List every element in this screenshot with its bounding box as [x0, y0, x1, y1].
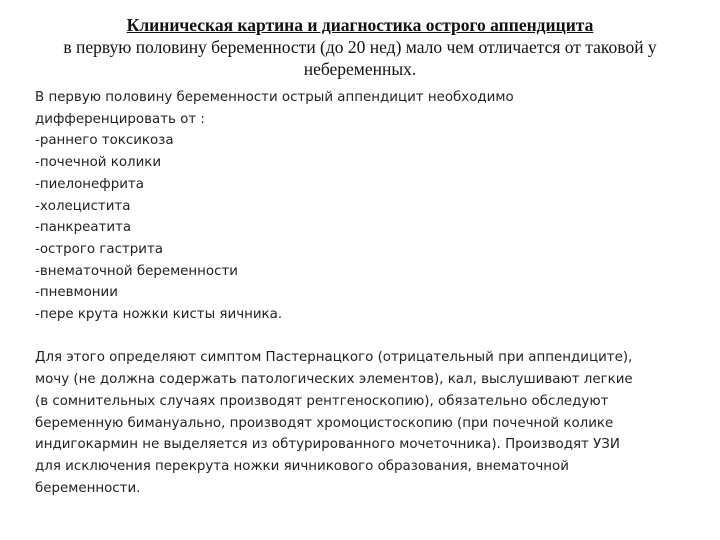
paragraph-line: мочу (не должна содержать патологических элементов), кал, выслушивают легкие [35, 372, 633, 388]
intro-line: В первую половину беременности острый аппендицит необходимо [35, 90, 514, 105]
list-item: -панкреатита [35, 220, 132, 236]
paragraph-line: Для этого определяют симптом Пастернацкого (отрицательный при аппендиците), [35, 350, 633, 366]
paragraph-line: для исключения перекрута ножки яичникового образования, внематочной [35, 458, 569, 474]
paragraph-line: беременную бимануально, производят хромоцистоскопию (при почечной колике [35, 415, 614, 431]
paragraph-line: индигокармин не выделяется из обтурированного мочеточника). Производят УЗИ [35, 437, 620, 453]
list-item: -раннего токсикоза [35, 133, 174, 149]
list-item: -внематочной беременности [35, 263, 238, 279]
list-item: -почечной колики [35, 155, 162, 171]
paragraph-line: беременности. [35, 480, 141, 496]
title-subtitle: в первую половину беременности (до 20 нед) мало чем отличается от таковой у небеременных. [63, 37, 657, 79]
list-item: -пере крута ножки кисты яичника. [35, 307, 283, 323]
diagnostics-paragraph [35, 347, 705, 499]
list-item: -острого гастрита [35, 241, 163, 257]
slide-title [30, 14, 690, 80]
paragraph-spacer [35, 326, 705, 348]
slide-body [35, 87, 705, 499]
list-item: -холецистита [35, 198, 131, 214]
list-item: -пиелонефрита [35, 176, 144, 192]
list-item: -пневмонии [35, 285, 118, 301]
title-main: Клиническая картина и диагностика острого аппендицита [126, 15, 594, 35]
intro-line: дифференцировать от : [35, 111, 205, 127]
paragraph-line: (в сомнительных случаях производят рентгеноскопию), обязательно обследуют [35, 393, 609, 409]
differential-list [35, 130, 705, 325]
